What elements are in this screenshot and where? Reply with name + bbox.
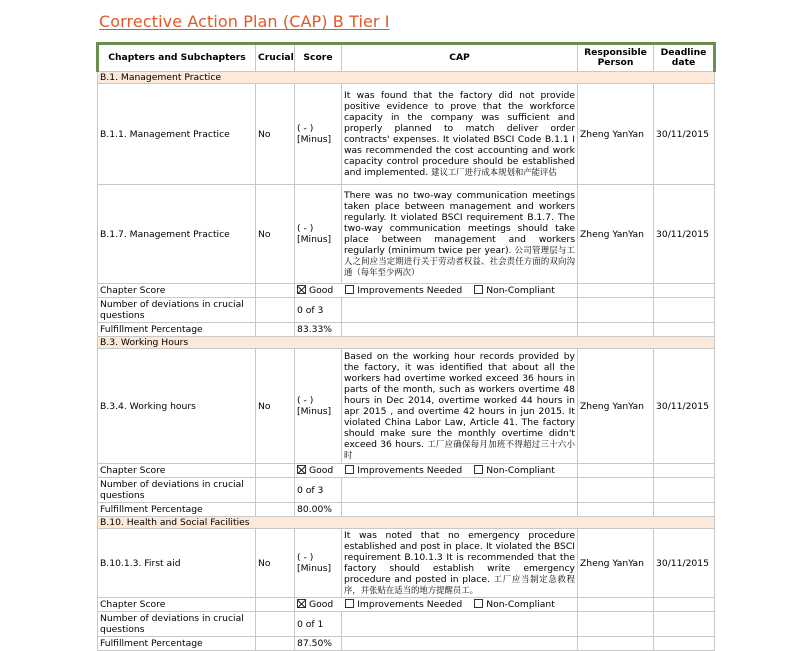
- rating-label-good: Good: [309, 285, 334, 296]
- cap-table-container: [96, 42, 716, 651]
- header-chapters: Chapters and Subchapters: [98, 44, 256, 72]
- rating-label-noncompliant: Non-Compliant: [486, 465, 555, 476]
- cap-text-cn: 工厂应当制定急救程序，并张贴在适当的地方提醒员工。: [344, 574, 576, 595]
- fulfillment-row: [98, 503, 715, 517]
- fulfillment-row: [98, 323, 715, 337]
- chapter-score-options: [295, 598, 578, 612]
- item-cap: [342, 349, 578, 464]
- deviations-row: [98, 612, 715, 637]
- section-row: [98, 517, 715, 529]
- checkbox-improvements[interactable]: [345, 599, 354, 608]
- item-score: ( - ) [Minus]: [295, 529, 342, 598]
- rating-label-noncompliant: Non-Compliant: [486, 599, 555, 610]
- section-title: B.3. Working Hours: [98, 337, 715, 349]
- deviations-row: [98, 478, 715, 503]
- checkbox-noncompliant[interactable]: [474, 465, 483, 474]
- deviations-label: Number of deviations in crucial questions: [98, 478, 256, 503]
- cap-text-cn: 公司管理层与工人之间应当定期进行关于劳动者权益、社会责任方面的双向沟通（每年至少两次）: [344, 245, 575, 277]
- item-deadline: 30/11/2015: [654, 84, 715, 185]
- table-row: [98, 185, 715, 284]
- table-header-row: [98, 44, 715, 72]
- rating-label-good: Good: [309, 465, 334, 476]
- cap-table: [96, 42, 716, 651]
- item-name: B.1.7. Management Practice: [98, 185, 256, 284]
- rating-option-improvements[interactable]: [345, 599, 462, 610]
- checkbox-good[interactable]: [297, 465, 306, 474]
- deviations-value: 0 of 1: [295, 612, 342, 637]
- checkbox-noncompliant[interactable]: [474, 599, 483, 608]
- deviations-label: Number of deviations in crucial questions: [98, 612, 256, 637]
- cap-text-en: It was noted that no emergency procedure established and post in place. It violated the BSCI requirement B.10.1.3 It is recommended that the factory should establish write emergency procedure and posted in place.: [344, 530, 575, 585]
- chapter-score-row: [98, 598, 715, 612]
- fulfillment-label: Fulfillment Percentage: [98, 503, 256, 517]
- cap-text-cn: 工厂应确保每月加班不得超过三十六小时: [344, 439, 575, 460]
- table-row: [98, 84, 715, 185]
- fulfillment-value: 80.00%: [295, 503, 342, 517]
- rating-label-improvements: Improvements Needed: [357, 465, 463, 476]
- item-score: ( - ) [Minus]: [295, 185, 342, 284]
- item-name: B.1.1. Management Practice: [98, 84, 256, 185]
- fulfillment-row: [98, 637, 715, 651]
- cap-text-cn: 建议工厂进行成本规划和产能评估: [431, 167, 557, 177]
- section-row: [98, 72, 715, 84]
- table-row: [98, 529, 715, 598]
- fulfillment-label: Fulfillment Percentage: [98, 637, 256, 651]
- item-crucial: No: [256, 84, 295, 185]
- item-responsible: Zheng YanYan: [578, 185, 654, 284]
- rating-label-noncompliant: Non-Compliant: [486, 285, 555, 296]
- chapter-score-label: Chapter Score: [98, 598, 256, 612]
- section-row: [98, 337, 715, 349]
- chapter-score-options: [295, 284, 578, 298]
- item-name: B.3.4. Working hours: [98, 349, 256, 464]
- item-crucial: No: [256, 185, 295, 284]
- checkbox-good[interactable]: [297, 285, 306, 294]
- header-crucial: Crucial: [256, 44, 295, 72]
- table-body: [98, 72, 715, 651]
- rating-option-good[interactable]: [297, 599, 333, 610]
- item-deadline: 30/11/2015: [654, 529, 715, 598]
- rating-option-noncompliant[interactable]: [474, 465, 555, 476]
- deviations-row: [98, 298, 715, 323]
- item-cap: [342, 84, 578, 185]
- page-title: Corrective Action Plan (CAP) B Tier I: [99, 12, 390, 31]
- fulfillment-value: 83.33%: [295, 323, 342, 337]
- rating-option-improvements[interactable]: [345, 285, 462, 296]
- cap-text-en: It was found that the factory did not provide positive evidence to prove that the workforce capacity in the company was sufficient and properly planned to match deliver order contracts' expenses. It violated BSCI Code B.1.1 I was recommended the cost accounting and work capacity control procedure should be established and implemented.: [344, 90, 575, 178]
- rating-label-improvements: Improvements Needed: [357, 285, 463, 296]
- rating-label-improvements: Improvements Needed: [357, 599, 463, 610]
- item-score: ( - ) [Minus]: [295, 84, 342, 185]
- cap-text-en: Based on the working hour records provided by the factory, it was identified that about all the workers had overtime worked exceed 36 hours in parts of the month, such as workers overtime 48 hours in Dec 2014, overtime worked 44 hours in apr 2015 , and overtime 42 hours in jun 2015. It violated China Labor Law, Article 41. The factory should make sure the monthly overtime didn't exceed 36 hours.: [344, 351, 575, 450]
- item-responsible: Zheng YanYan: [578, 84, 654, 185]
- item-score: ( - ) [Minus]: [295, 349, 342, 464]
- item-cap: [342, 529, 578, 598]
- chapter-score-options: [295, 464, 578, 478]
- deviations-value: 0 of 3: [295, 478, 342, 503]
- rating-label-good: Good: [309, 599, 334, 610]
- item-responsible: Zheng YanYan: [578, 529, 654, 598]
- rating-option-improvements[interactable]: [345, 465, 462, 476]
- section-title: B.1. Management Practice: [98, 72, 715, 84]
- item-deadline: 30/11/2015: [654, 185, 715, 284]
- rating-option-noncompliant[interactable]: [474, 285, 555, 296]
- item-crucial: No: [256, 529, 295, 598]
- chapter-score-label: Chapter Score: [98, 284, 256, 298]
- rating-option-good[interactable]: [297, 465, 333, 476]
- item-responsible: Zheng YanYan: [578, 349, 654, 464]
- item-deadline: 30/11/2015: [654, 349, 715, 464]
- deviations-value: 0 of 3: [295, 298, 342, 323]
- header-deadline: Deadline date: [654, 44, 715, 72]
- table-row: [98, 349, 715, 464]
- item-name: B.10.1.3. First aid: [98, 529, 256, 598]
- cap-text-en: There was no two-way communication meetings taken place between management and workers regularly. It violated BSCI requirement B.1.7. The two-way communication meetings should take place between management and workers regularly (minimum twice per year).: [344, 190, 575, 256]
- section-title: B.10. Health and Social Facilities: [98, 517, 715, 529]
- chapter-score-row: [98, 464, 715, 478]
- rating-option-noncompliant[interactable]: [474, 599, 555, 610]
- checkbox-improvements[interactable]: [345, 465, 354, 474]
- header-responsible: Responsible Person: [578, 44, 654, 72]
- checkbox-good[interactable]: [297, 599, 306, 608]
- header-cap: CAP: [342, 44, 578, 72]
- rating-option-good[interactable]: [297, 285, 333, 296]
- fulfillment-label: Fulfillment Percentage: [98, 323, 256, 337]
- header-score: Score: [295, 44, 342, 72]
- fulfillment-value: 87.50%: [295, 637, 342, 651]
- item-cap: [342, 185, 578, 284]
- chapter-score-row: [98, 284, 715, 298]
- checkbox-noncompliant[interactable]: [474, 285, 483, 294]
- chapter-score-label: Chapter Score: [98, 464, 256, 478]
- item-crucial: No: [256, 349, 295, 464]
- deviations-label: Number of deviations in crucial questions: [98, 298, 256, 323]
- checkbox-improvements[interactable]: [345, 285, 354, 294]
